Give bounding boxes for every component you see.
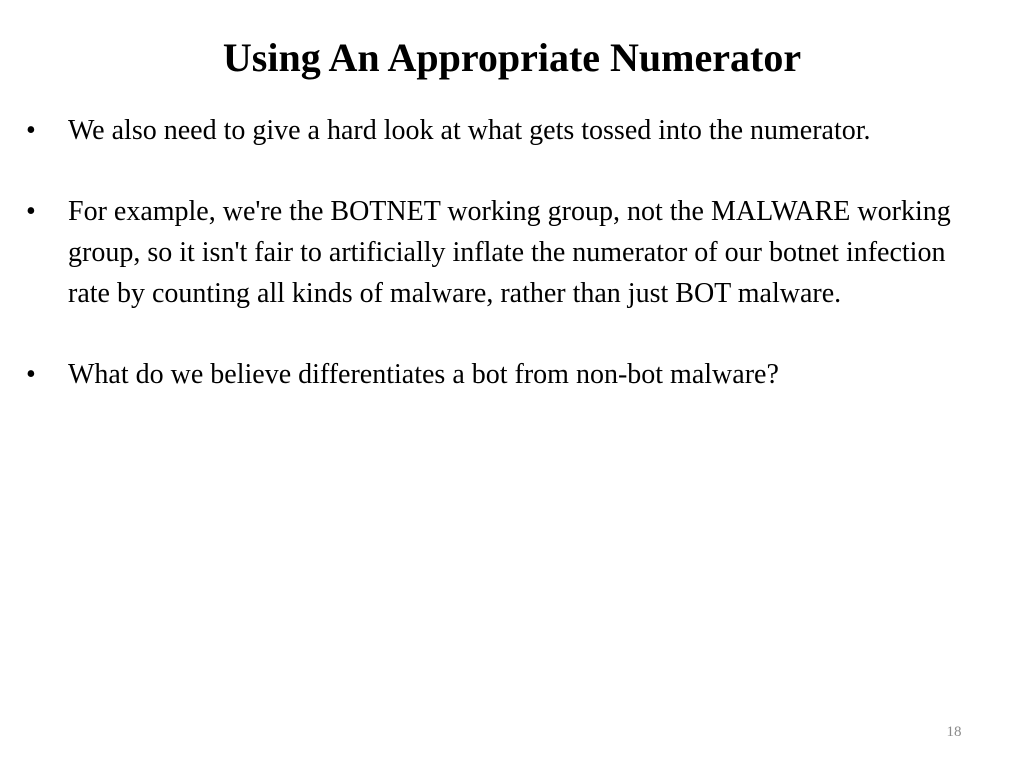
bullet-item-bot-question: [26, 354, 976, 395]
bullet-item-numerator-look: [26, 110, 976, 151]
bullet-text: For example, we're the BOTNET working group, not the MALWARE working group, so it isn't fair to artificially inflate the numerator of our botnet infection rate by counting all kinds of malware, rather than just BOT malware.: [68, 196, 951, 309]
bullet-list: [26, 110, 976, 435]
slide-title: Using An Appropriate Numerator: [222, 35, 802, 80]
bullet-text: What do we believe differentiates a bot from non-bot malware?: [68, 359, 779, 390]
bullet-item-botnet-example: [26, 191, 976, 314]
bullet-dot-icon: •: [26, 115, 36, 146]
bullet-dot-icon: •: [26, 196, 36, 227]
bullet-dot-icon: •: [26, 359, 36, 390]
page-number: 18: [946, 724, 962, 740]
bullet-text: We also need to give a hard look at what gets tossed into the numerator.: [68, 115, 871, 146]
